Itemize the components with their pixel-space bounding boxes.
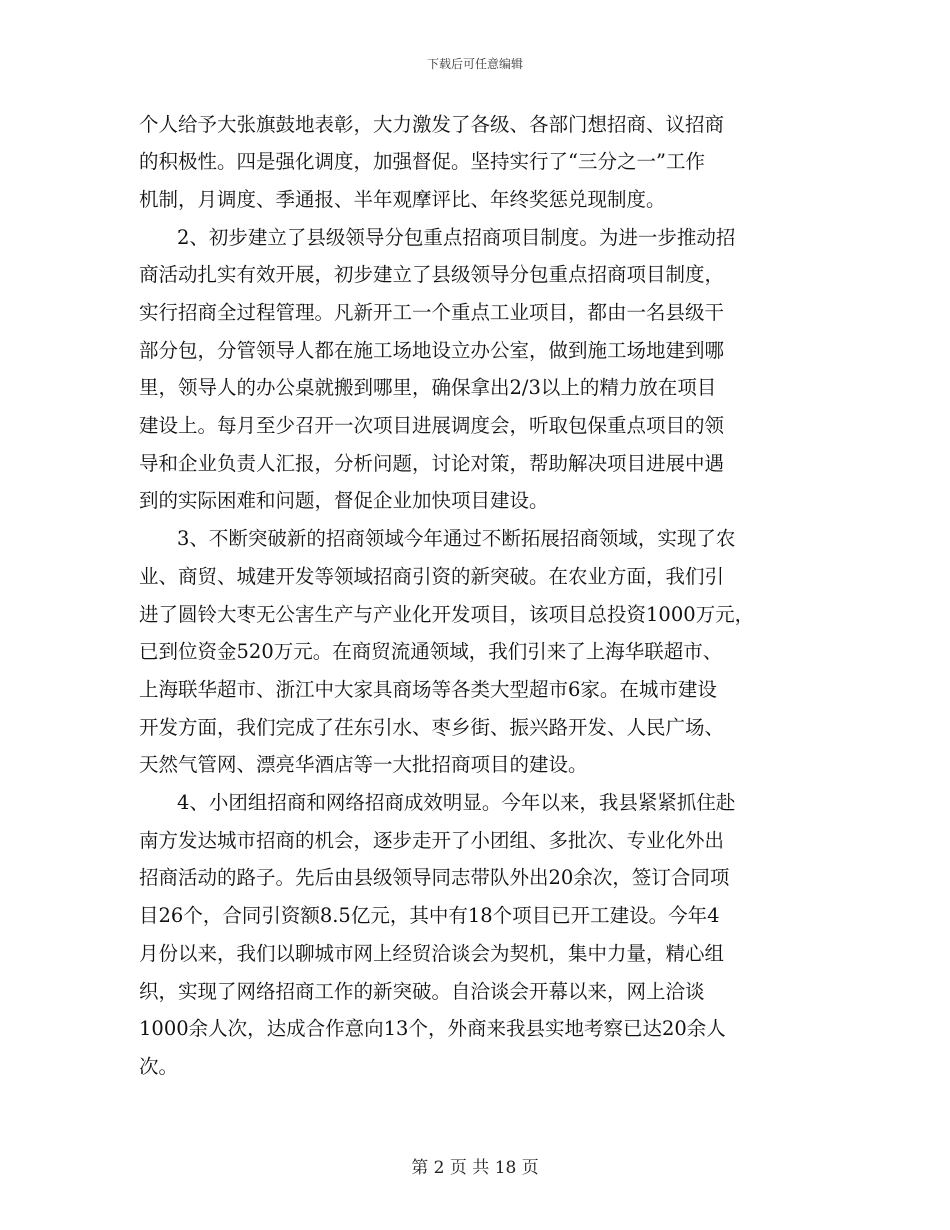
text-line: 业、商贸、城建开发等领域招商引资的新突破。在农业方面，我们引 [139, 565, 725, 588]
text-line: 的积极性。四是强化调度，加强督促。坚持实行了“三分之一”工作 [139, 150, 705, 173]
text-line: 已到位资金520万元。在商贸流通领域，我们引来了上海华联超市、 [139, 640, 723, 663]
text-line: 4、小团组招商和网络招商成效明显。今年以来，我县紧紧抓住赴 [177, 791, 736, 814]
text-line: 织，实现了网络招商工作的新突破。自洽谈会开幕以来，网上洽谈 [139, 980, 705, 1003]
page-header: 下载后可任意编辑 [426, 57, 523, 71]
text-line: 南方发达城市招商的机会，逐步走开了小团组、多批次、专业化外出 [139, 829, 725, 852]
text-line: 开发方面，我们完成了茌东引水、枣乡街、振兴路开发、人民广场、 [139, 716, 725, 739]
text-line: 上海联华超市、浙江中大家具商场等各类大型超市6家。在城市建设 [139, 678, 717, 701]
text-line: 商活动扎实有效开展，初步建立了县级领导分包重点招商项目制度， [139, 263, 725, 286]
text-line: 个人给予大张旗鼓地表彰，大力激发了各级、各部门想招商、议招商 [139, 113, 725, 136]
text-line: 目26个，合同引资额8.5亿元，其中有18个项目已开工建设。今年4 [139, 904, 720, 927]
text-line: 月份以来，我们以聊城市网上经贸洽谈会为契机，集中力量，精心组 [139, 942, 725, 965]
text-line: 导和企业负责人汇报，分析问题，讨论对策，帮助解决项目进展中遇 [139, 452, 725, 475]
text-line: 建设上。每月至少召开一次项目进展调度会，听取包保重点项目的领 [139, 414, 725, 437]
text-line: 招商活动的路子。先后由县级领导同志带队外出20余次，签订合同项 [139, 866, 730, 889]
text-line: 1000余人次，达成合作意向13个，外商来我县实地考察已达20余人 [139, 1017, 726, 1040]
text-line: 里，领导人的办公桌就搬到哪里，确保拿出2/3以上的精力放在项目 [139, 376, 717, 399]
text-line: 到的实际困难和问题，督促企业加快项目建设。 [139, 489, 549, 512]
text-line: 次。 [139, 1055, 179, 1078]
text-line: 机制，月调度、季通报、半年观摩评比、年终奖惩兑现制度。 [139, 188, 666, 211]
text-line: 部分包，分管领导人都在施工场地设立办公室，做到施工场地建到哪 [139, 339, 725, 362]
text-line: 3、不断突破新的招商领域今年通过不断拓展招商领域，实现了农 [177, 527, 736, 550]
text-line: 实行招商全过程管理。凡新开工一个重点工业项目，都由一名县级干 [139, 301, 725, 324]
page-number: 第 2 页 共 18 页 [411, 1158, 539, 1178]
text-line: 2、初步建立了县级领导分包重点招商项目制度。为进一步推动招 [177, 226, 736, 249]
text-line: 进了圆铃大枣无公害生产与产业化开发项目，该项目总投资1000万元， [139, 603, 755, 626]
text-line: 天然气管网、漂亮华酒店等一大批招商项目的建设。 [139, 753, 588, 776]
